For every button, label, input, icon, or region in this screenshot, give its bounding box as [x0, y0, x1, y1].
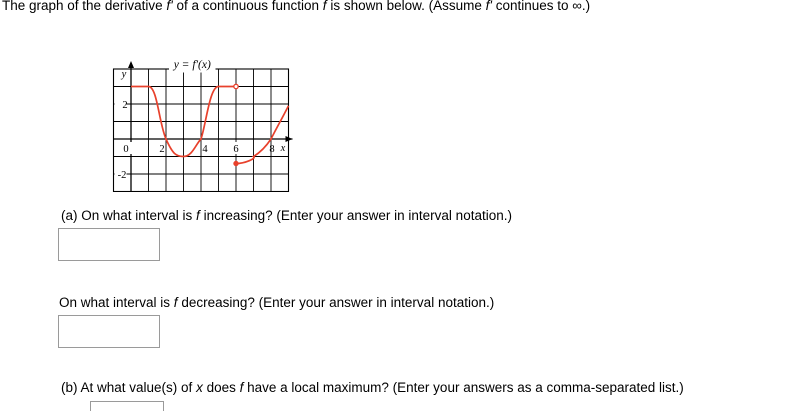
question-b-x: x: [196, 380, 203, 395]
answer-decreasing-input[interactable]: [58, 315, 160, 348]
y-tick-label-2: 2: [122, 100, 128, 111]
question-decreasing: [59, 295, 494, 310]
x-tick-label-4: 4: [202, 144, 208, 155]
intro-text-3: is shown below. (Assume: [326, 0, 486, 13]
intro-f: f: [322, 0, 327, 13]
question-b-suffix: have a local maximum? (Enter your answers as a comma-separated list.): [243, 380, 684, 395]
intro-text-4: continues to ∞.): [491, 0, 591, 13]
question-b: [61, 380, 684, 395]
intro-fprime-2: f': [485, 0, 492, 13]
problem-statement: [2, 0, 590, 13]
y-axis-label: y: [121, 69, 127, 80]
question-b-prefix: (b) At what value(s) of: [61, 380, 197, 395]
intro-fprime: f': [166, 0, 173, 13]
derivative-graph: [106, 32, 336, 192]
question-d-prefix: On what interval is: [59, 295, 174, 310]
question-b-mid: does: [202, 380, 240, 395]
answer-a-input[interactable]: [58, 228, 160, 261]
answer-b-input[interactable]: [90, 401, 164, 411]
question-d-suffix: decreasing? (Enter your answer in interval notation.): [177, 295, 495, 310]
x-tick-label-2: 2: [159, 144, 165, 155]
graph-grid: [114, 69, 289, 192]
x-tick-label-8: 8: [269, 144, 275, 155]
question-a-prefix: (a) On what interval is: [61, 208, 197, 223]
question-a-f: f: [196, 208, 200, 223]
x-tick-label-6: 6: [233, 144, 239, 155]
y-axis-arrow: [128, 61, 134, 68]
question-a-suffix: increasing? (Enter your answer in interval notation.): [199, 208, 512, 223]
closed-endpoint: [234, 161, 238, 165]
question-a: [61, 208, 512, 223]
x-axis-label: x: [280, 143, 286, 154]
intro-text-1: The graph of the derivative: [2, 0, 167, 13]
intro-text-2: of a continuous function: [172, 0, 323, 13]
question-d-f: f: [173, 295, 178, 310]
open-endpoint: [234, 84, 238, 88]
label-background: [128, 142, 138, 154]
x-tick-label-0: 0: [123, 144, 129, 155]
y-tick-label-neg2: -2: [117, 170, 127, 181]
curve-label: y = f′(x): [173, 59, 211, 71]
question-b-f: f: [239, 380, 244, 395]
